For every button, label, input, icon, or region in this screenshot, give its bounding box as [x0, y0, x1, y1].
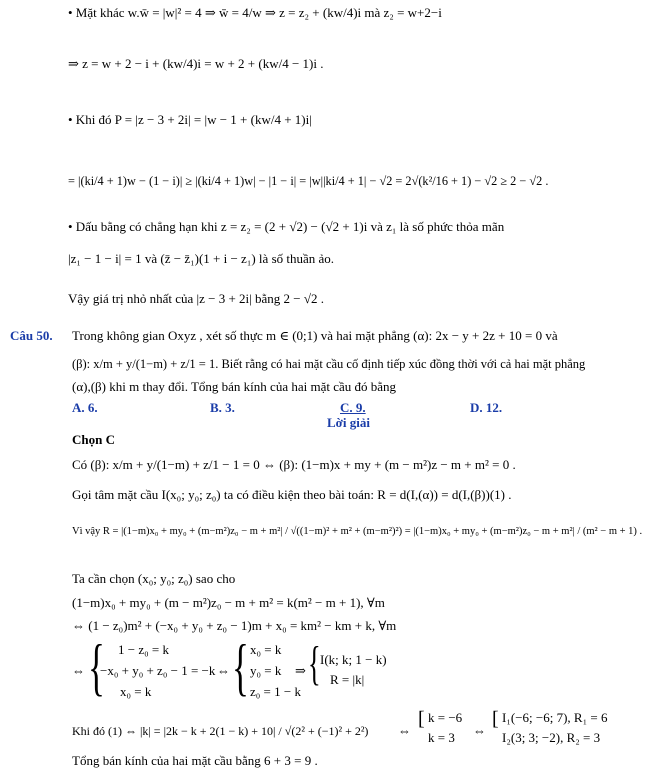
system-2-eq-2: y₀ = k	[250, 663, 282, 678]
brace-2: {	[232, 631, 249, 702]
solution-line-6: ⇔ (1 − z₀)m² + (−x₀ + y₀ + z₀ − 1)m + x₀ = km² − km + k, ∀m	[72, 618, 397, 633]
k-value-1: k = −6	[428, 710, 463, 725]
system-2-eq-3: z₀ = 1 − k	[250, 684, 301, 699]
line-5: • Dấu bằng có chẳng hạn khi z = z₂ = (2 + √2) − (√2 + 1)i và z₁ là số phức thỏa mãn	[68, 219, 505, 234]
option-a: A. 6.	[72, 400, 98, 415]
question-line-1: Trong không gian Oxyz , xét số thực m ∈ (0;1) và hai mặt phẳng (α): 2x − y + 2z + 10 = 0 và	[72, 328, 558, 343]
sphere-2: I₂(3; 3; −2), R₂ = 3	[502, 730, 601, 745]
solution-line-2: Gọi tâm mặt cầu I(x₀; y₀; z₀) ta có điều kiện theo bài toán: R = d(I,(α)) = d(I,(β))(1) .	[72, 487, 512, 502]
system-1-eq-2: −x₀ + y₀ + z₀ − 1 = −k	[100, 663, 216, 678]
question-line-2: (β): x/m + y/(1−m) + z/1 = 1. Biết rằng có hai mặt cầu cố định tiếp xúc đồng thời với cả hai mặt phẳng	[72, 357, 586, 371]
question-label: Câu 50.	[10, 328, 53, 343]
line-7: Vậy giá trị nhỏ nhất của |z − 3 + 2i| bằng 2 − √2 .	[68, 291, 325, 306]
line-2: ⇒ z = w + 2 − i + (kw/4)i = w + 2 + (kw/4 − 1)i .	[68, 56, 324, 71]
solution-line-1: Có (β): x/m + y/(1−m) + z/1 − 1 = 0 ⇔ (β): (1−m)x + my + (m − m²)z − m + m² = 0 .	[72, 457, 516, 472]
solution-title: Lời giải	[327, 415, 370, 430]
sphere-1: I₁(−6; −6; 7), R₁ = 6	[502, 710, 608, 725]
equivalence-arrow-3: ⇔	[398, 723, 411, 738]
option-d: D. 12.	[470, 400, 503, 415]
solution-line-4: Ta cần chọn (x₀; y₀; z₀) sao cho	[72, 571, 236, 586]
line-4: = |(ki/4 + 1)w − (1 − i)| ≥ |(ki/4 + 1)w| − |1 − i| = |w||ki/4 + 1| − √2 = 2√(k²/16 + 1) − √2 ≥ 2 − √2 .	[68, 174, 549, 188]
implies-arrow: ⇒	[295, 663, 306, 678]
solution-line-5: (1−m)x₀ + my₀ + (m − m²)z₀ − m + m² = k(m² − m + 1), ∀m	[72, 595, 385, 610]
solution-line-8: Khi đó (1) ⇔ |k| = |2k − k + 2(1 − k) + 10| / √(2² + (−1)² + 2²)	[72, 724, 369, 738]
question-line-3: (α),(β) khi m thay đổi. Tổng bán kính của hai mặt cầu đó bằng	[72, 379, 397, 394]
conclusion: Tổng bán kính của hai mặt cầu bằng 6 + 3 = 9 .	[72, 753, 318, 768]
line-6: |z₁ − 1 − i| = 1 và (z̄ − z̄₁)(1 + i − z₁) là số thuần ảo.	[68, 251, 335, 266]
radius-expression: R = |k|	[330, 672, 365, 687]
equivalence-arrow-2: ⇔	[217, 663, 230, 678]
brace-3: {	[308, 637, 321, 690]
system-2-eq-1: x₀ = k	[250, 642, 282, 657]
option-b: B. 3.	[210, 400, 235, 415]
system-1-eq-3: x₀ = k	[120, 684, 152, 699]
bracket-2: [	[492, 708, 499, 730]
line-3: • Khi đó P = |z − 3 + 2i| = |w − 1 + (kw/4 + 1)i|	[68, 112, 312, 127]
brace-1: {	[88, 631, 105, 702]
equivalence-arrow-4: ⇔	[473, 723, 486, 738]
bracket-1: [	[418, 708, 425, 730]
option-c: C. 9.	[340, 400, 366, 415]
k-value-2: k = 3	[428, 730, 455, 745]
line-1: • Mặt khác w.w̄ = |w|² = 4 ⇒ w̄ = 4/w ⇒ z = z₂ + (kw/4)i mà z₂ = w+2−i	[68, 5, 442, 20]
solution-line-3: Vì vậy R = |(1−m)x₀ + my₀ + (m−m²)z₀ − m + m²| / √((1−m)² + m² + (m−m²)²) = |(1−m)x₀ + my₀ + (m−m²)z₀ − m + m²| / (m² − m + 1) .	[72, 526, 643, 537]
system-1-eq-1: 1 − z₀ = k	[118, 642, 169, 657]
answer-choice: Chọn C	[72, 432, 115, 447]
equivalence-arrow: ⇔	[72, 663, 85, 678]
center-point: I(k; k; 1 − k)	[320, 652, 387, 667]
